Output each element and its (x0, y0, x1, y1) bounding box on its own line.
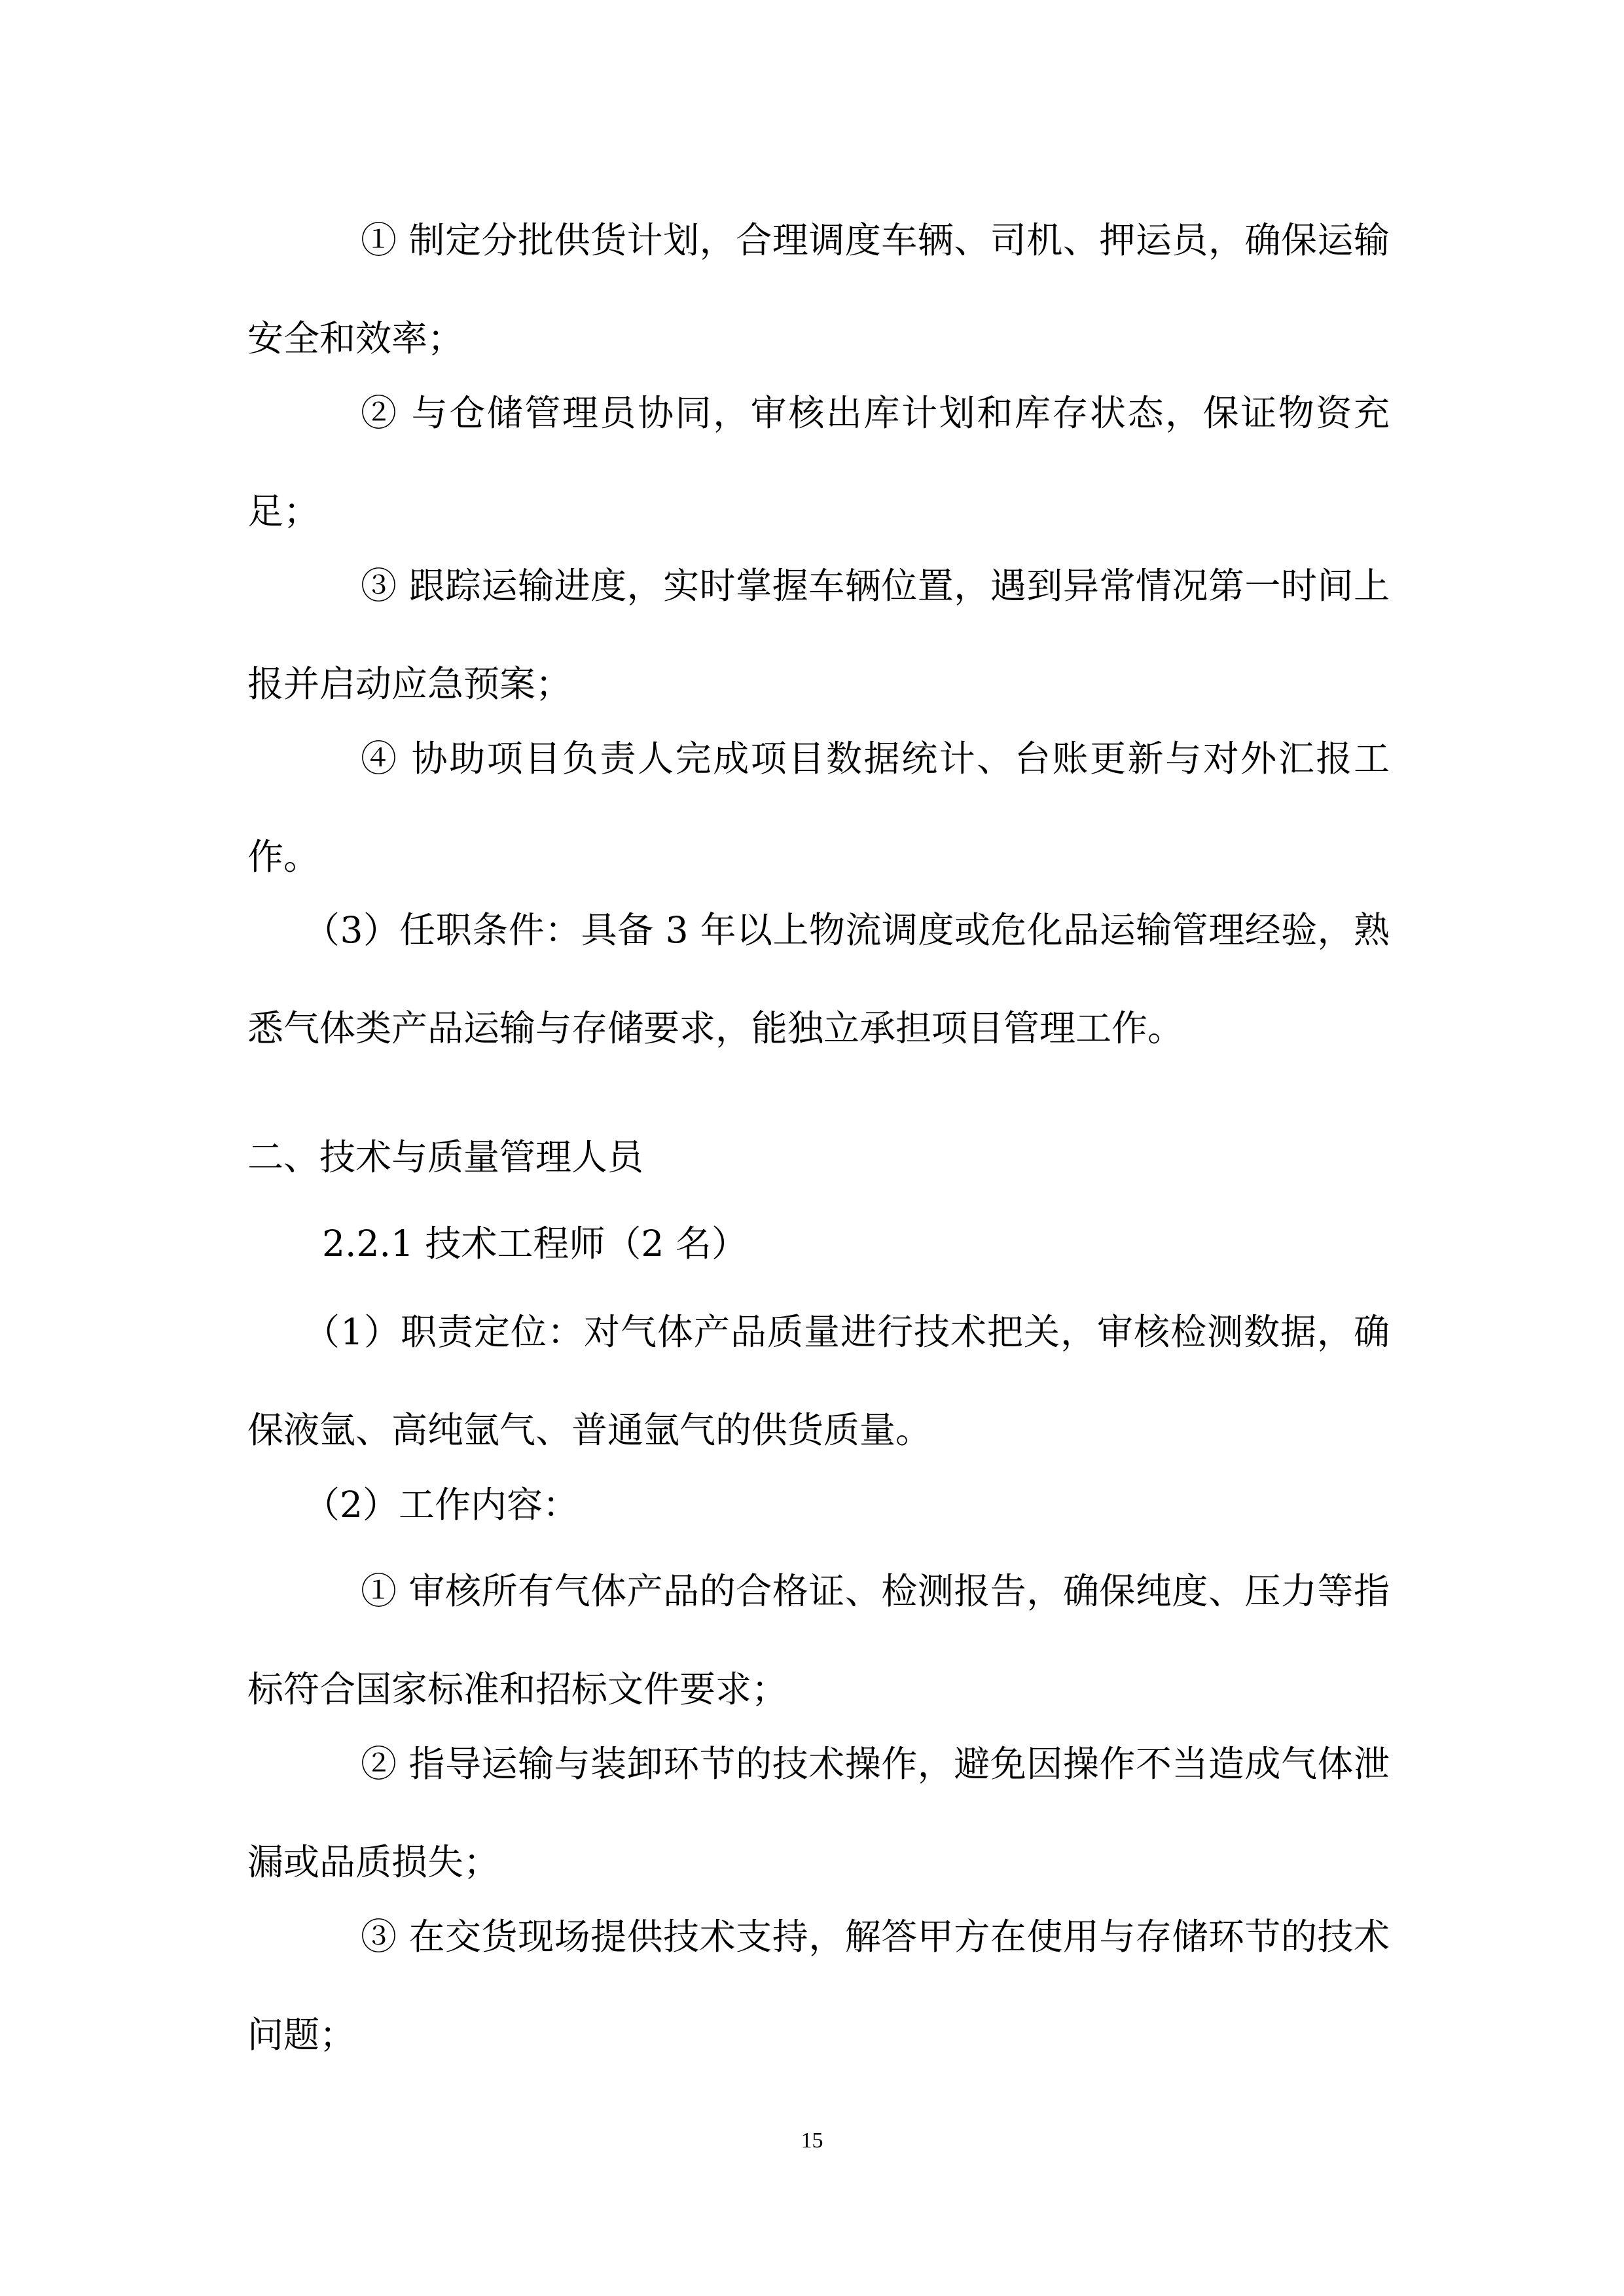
section-heading: 二、技术与质量管理人员 (247, 1136, 644, 1178)
paragraph-dispatch-plan: ① 制定分批供货计划，合理调度车辆、司机、押运员，确保运输安全和效率； (247, 219, 1390, 359)
paragraph-certificate-review: ① 审核所有气体产品的合格证、检测报告，确保纯度、压力等指标符合国家标准和招标文件要求； (247, 1570, 1390, 1710)
paragraph-warehouse-coordination: ② 与仓储管理员协同，审核出库计划和库存状态，保证物资充足； (247, 392, 1390, 532)
paragraph-role-positioning: （1）职责定位：对气体产品质量进行技术把关，审核检测数据，确保液氩、高纯氩气、普通氩气的供货质量。 (247, 1311, 1390, 1451)
subsection-heading: 2.2.1 技术工程师（2 名） (322, 1223, 748, 1265)
paragraph-transport-tracking: ③ 跟踪运输进度，实时掌握车辆位置，遇到异常情况第一时间上报并启动应急预案； (247, 565, 1390, 705)
paragraph-work-content-label: （2）工作内容： (304, 1484, 579, 1526)
paragraph-onsite-support: ③ 在交货现场提供技术支持，解答甲方在使用与存储环节的技术问题； (247, 1916, 1390, 2056)
paragraph-data-statistics: ④ 协助项目负责人完成项目数据统计、台账更新与对外汇报工作。 (247, 738, 1390, 878)
paragraph-operation-guidance: ② 指导运输与装卸环节的技术操作，避免因操作不当造成气体泄漏或品质损失； (247, 1743, 1390, 1883)
page-number: 15 (801, 2128, 823, 2153)
paragraph-qualifications: （3）任职条件：具备 3 年以上物流调度或危化品运输管理经验，熟悉气体类产品运输与存储要求，能独立承担项目管理工作。 (247, 909, 1390, 1049)
